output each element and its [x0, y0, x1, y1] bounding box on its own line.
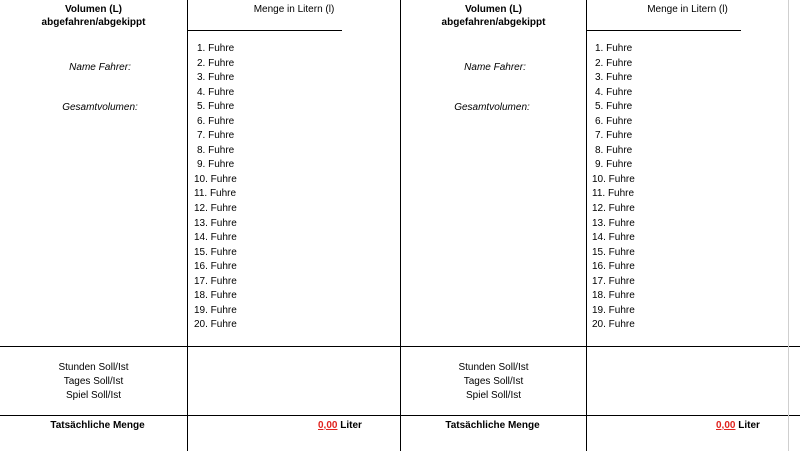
stunden-label: Stunden Soll/Ist [458, 362, 529, 373]
list-item: 7. Fuhre [197, 130, 235, 142]
header-abgefahren-label: abgefahren/abgekippt [41, 17, 146, 28]
tages-label: Tages Soll/Ist [463, 376, 524, 387]
list-item: 3. Fuhre [595, 72, 633, 84]
list-item: 17. Fuhre [592, 275, 635, 287]
list-item: 19. Fuhre [194, 304, 237, 316]
spiel-label: Spiel Soll/Ist [465, 390, 522, 401]
list-item: 6. Fuhre [197, 115, 235, 127]
stunden-label: Stunden Soll/Ist [58, 362, 129, 373]
header-underline-left [187, 30, 342, 31]
list-item: 2. Fuhre [197, 57, 235, 69]
gesamtvolumen-label: Gesamtvolumen: [454, 102, 530, 113]
list-item: 8. Fuhre [197, 144, 235, 156]
tages-label: Tages Soll/Ist [63, 376, 124, 387]
list-item: 6. Fuhre [595, 115, 633, 127]
spiel-label: Spiel Soll/Ist [65, 390, 122, 401]
gesamtvolumen-label: Gesamtvolumen: [62, 102, 138, 113]
fuhre-list [194, 42, 237, 333]
total-label: Tatsächliche Menge [445, 420, 540, 431]
list-item: 9. Fuhre [197, 159, 235, 171]
list-item: 17. Fuhre [194, 275, 237, 287]
header-abgefahren-label: abgefahren/abgekippt [441, 17, 546, 28]
list-item: 20. Fuhre [194, 319, 237, 331]
list-item: 2. Fuhre [595, 57, 633, 69]
list-item: 19. Fuhre [592, 304, 635, 316]
list-item: 5. Fuhre [197, 101, 235, 113]
list-item: 8. Fuhre [595, 144, 633, 156]
list-item: 16. Fuhre [194, 261, 237, 273]
list-item: 5. Fuhre [595, 101, 633, 113]
name-fahrer-label: Name Fahrer: [69, 62, 131, 73]
list-item: 7. Fuhre [595, 130, 633, 142]
total-amount: 0,00 [318, 420, 338, 431]
header-volumen-label: Volumen (L) [464, 4, 523, 15]
list-item: 1. Fuhre [197, 43, 235, 54]
total-value [318, 420, 362, 432]
list-item: 18. Fuhre [194, 290, 237, 302]
list-item: 12. Fuhre [592, 203, 635, 215]
list-item: 10. Fuhre [194, 173, 237, 185]
header-underline-right [586, 30, 741, 31]
header-volumen-label: Volumen (L) [64, 4, 123, 15]
list-item: 9. Fuhre [595, 159, 633, 171]
list-item: 3. Fuhre [197, 72, 235, 84]
list-item: 1. Fuhre [595, 43, 633, 54]
list-item: 16. Fuhre [592, 261, 635, 273]
header-menge-label: Menge in Litern (l) [647, 4, 728, 15]
fuhre-list [592, 42, 635, 333]
total-unit: Liter [738, 420, 760, 431]
list-item: 12. Fuhre [194, 203, 237, 215]
list-item: 13. Fuhre [194, 217, 237, 229]
list-item: 14. Fuhre [194, 232, 237, 244]
list-item: 13. Fuhre [592, 217, 635, 229]
list-item: 4. Fuhre [595, 86, 633, 98]
list-item: 20. Fuhre [592, 319, 635, 331]
total-label: Tatsächliche Menge [50, 420, 145, 431]
list-item: 15. Fuhre [592, 246, 635, 258]
column-line-4 [788, 0, 789, 451]
total-amount: 0,00 [716, 420, 736, 431]
list-item: 11. Fuhre [592, 188, 635, 200]
list-item: 18. Fuhre [592, 290, 635, 302]
list-item: 10. Fuhre [592, 173, 635, 185]
header-menge-label: Menge in Litern (l) [253, 4, 335, 15]
total-unit: Liter [340, 420, 362, 431]
total-value [716, 420, 760, 432]
list-item: 14. Fuhre [592, 232, 635, 244]
list-item: 15. Fuhre [194, 246, 237, 258]
name-fahrer-label: Name Fahrer: [464, 62, 526, 73]
list-item: 4. Fuhre [197, 86, 235, 98]
list-item: 11. Fuhre [194, 188, 237, 200]
